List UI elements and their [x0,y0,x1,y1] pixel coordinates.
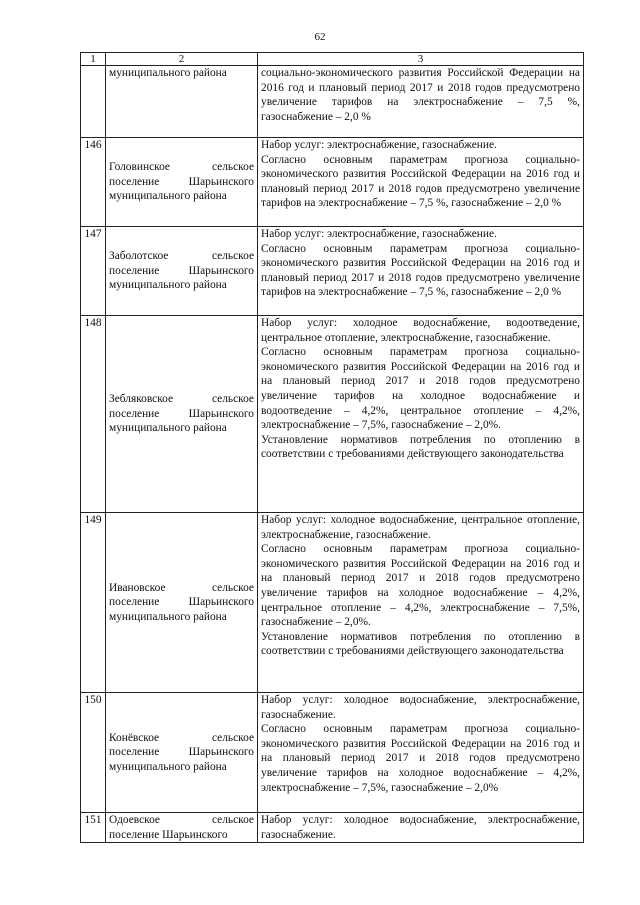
tariff-description [258,513,584,693]
table-row [81,813,584,843]
description-paragraph: Согласно основным параметрам прогноза социально-экономического развития Российской Федерации на 2016 год и на плановый период 2017 и 2018 годов предусмотрено увеличение тарифов на холодное водоснабжение и водоотведение – 4,2%, центральное отопление – 4,2%, электроснабжение – 7,5%, газоснабжение – 2,0%. [261,346,580,432]
table-row [81,316,584,513]
row-number [81,66,106,138]
tariff-table [80,52,584,843]
header-col-2: 2 [106,53,258,66]
header-row [81,53,584,66]
settlement-name: муниципального района [106,66,258,138]
description-paragraph: Согласно основным параметрам прогноза социально-экономического развития Российской Федерации на 2016 год и на плановый период 2017 и 2018 годов предусмотрено увеличение тарифов на холодное водоснабжение – 4,2%, электроснабжение – 7,5%, газоснабжение – 2,0% [261,723,580,794]
row-number: 146 [81,138,106,227]
tariff-description [258,227,584,316]
row-number: 151 [81,813,106,843]
table-row [81,66,584,138]
row-number: 150 [81,693,106,813]
row-number: 149 [81,513,106,693]
table-row [81,693,584,813]
settlement-name: Заболотское сельское поселение Шарьинского муниципального района [106,227,258,316]
settlement-name: Зебляковское сельское поселение Шарьинского муниципального района [106,316,258,513]
row-number: 147 [81,227,106,316]
tariff-description [258,316,584,513]
tariff-description [258,813,584,843]
description-paragraph: Набор услуг: холодное водоснабжение, центральное отопление, электроснабжение, газоснабжение. [261,514,580,541]
row-number: 148 [81,316,106,513]
table-row [81,227,584,316]
description-paragraph: Набор услуг: электроснабжение, газоснабжение. [261,139,497,151]
description-paragraph: Набор услуг: холодное водоснабжение, электроснабжение, газоснабжение. [261,814,580,841]
tariff-description [258,138,584,227]
settlement-name: Одоевское сельское поселение Шарьинского [106,813,258,843]
description-paragraph: Согласно основным параметрам прогноза социально-экономического развития Российской Федерации на 2016 год и плановый период 2017 и 2018 годов предусмотрено увеличение тарифов на электроснабжение – 7,5 %, газоснабжение – 2,0 % [261,242,580,299]
description-paragraph: социально-экономического развития Российской Федерации на 2016 год и плановый период 2017 и 2018 годов предусмотрено увеличение тарифов на электроснабжение – 7,5 %, газоснабжение – 2,0 % [261,67,580,123]
table-row [81,513,584,693]
settlement-name: Конёвское сельское поселение Шарьинского муниципального района [106,693,258,813]
table-row [81,138,584,227]
description-paragraph: Согласно основным параметрам прогноза социально-экономического развития Российской Федерации на 2016 год и на плановый период 2017 и 2018 годов предусмотрено увеличение тарифов на холодное водоснабжение – 4,2%, центральное отопление – 4,2%, электроснабжение – 7,5%, газоснабжение – 2,0%. [261,543,580,629]
settlement-name: Ивановское сельское поселение Шарьинского муниципального района [106,513,258,693]
tariff-description [258,66,584,138]
page-number: 62 [314,31,326,43]
description-paragraph: Установление нормативов потребления по отоплению в соответствии с требованиями действующего законодательства [261,433,580,461]
description-paragraph: Набор услуг: электроснабжение, газоснабжение. [261,228,497,240]
description-paragraph: Установление нормативов потребления по отоплению в соответствии с требованиями действующего законодательства [261,630,580,658]
description-paragraph: Набор услуг: холодное водоснабжение, водоотведение, центральное отопление, электроснабжение, газоснабжение. [261,317,580,344]
description-paragraph: Согласно основным параметрам прогноза социально-экономического развития Российской Федерации на 2016 год и плановый период 2017 и 2018 годов предусмотрено увеличение тарифов на электроснабжение – 7,5 %, газоснабжение – 2,0 % [261,153,580,210]
tariff-description [258,693,584,813]
header-col-3: 3 [258,53,584,66]
description-paragraph: Набор услуг: холодное водоснабжение, электроснабжение, газоснабжение. [261,694,580,721]
settlement-name: Головинское сельское поселение Шарьинского муниципального района [106,138,258,227]
header-col-1: 1 [81,53,106,66]
